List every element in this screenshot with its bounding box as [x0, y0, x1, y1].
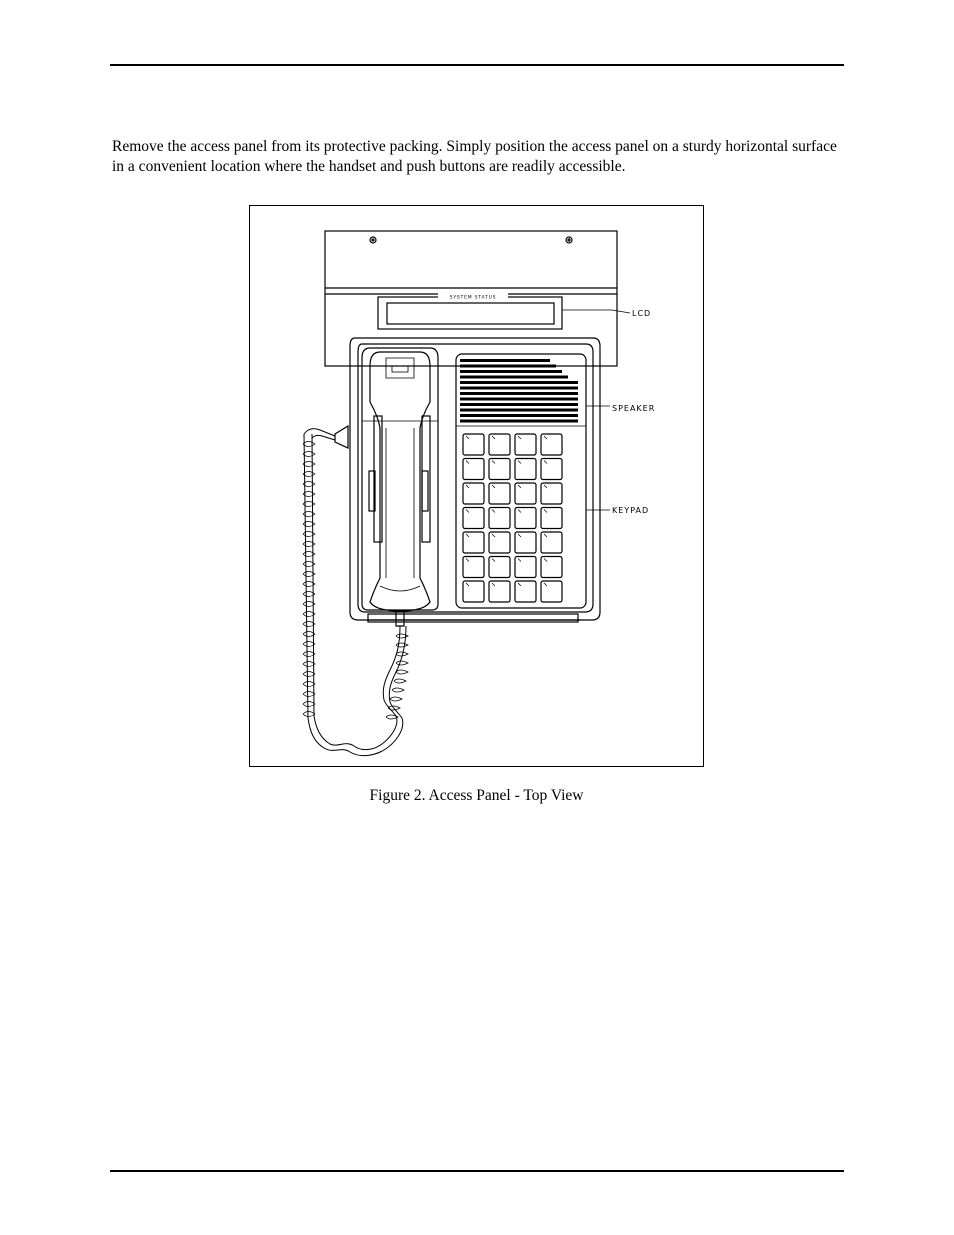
keypad-callout-label: KEYPAD	[612, 506, 650, 515]
keypad-key-mark	[492, 583, 495, 586]
cord-coil-turn	[303, 442, 315, 447]
keypad-key	[489, 532, 510, 553]
keypad-key	[541, 483, 562, 504]
speaker-grille-slot	[460, 403, 578, 406]
keypad-key	[463, 434, 484, 455]
keypad-key-mark	[518, 583, 521, 586]
keypad-key	[541, 557, 562, 578]
keypad-key	[489, 581, 510, 602]
keypad-key-mark	[492, 485, 495, 488]
speaker-grille-slot	[460, 414, 578, 417]
keypad-key	[489, 434, 510, 455]
footer-rule	[110, 1170, 844, 1172]
speaker-grille-slot	[460, 376, 568, 379]
cord-coil-turn	[303, 682, 315, 687]
handset-mouthpiece	[380, 586, 420, 591]
keypad-key	[463, 557, 484, 578]
coiled-cord-turns	[303, 442, 408, 720]
keypad-key	[541, 459, 562, 480]
keypad-key-mark	[544, 436, 547, 439]
keypad-key	[515, 508, 536, 529]
speaker-grille-slot	[460, 409, 578, 412]
cord-coil-turn	[392, 688, 404, 692]
keypad-key	[541, 532, 562, 553]
cord-coil-turn	[396, 643, 408, 647]
keypad-key-mark	[492, 461, 495, 464]
keypad-key-mark	[466, 583, 469, 586]
cord-coil-turn	[303, 452, 315, 457]
keypad-key	[515, 483, 536, 504]
keypad-key-mark	[518, 559, 521, 562]
cord-strain-relief	[396, 611, 404, 626]
speaker-grille-slot	[460, 387, 578, 390]
keypad-key-mark	[466, 510, 469, 513]
lcd-callout-label: LCD	[632, 309, 652, 318]
keypad-key-mark	[466, 534, 469, 537]
cord-coil-turn	[303, 702, 315, 707]
speaker-grille-slot	[460, 370, 562, 373]
base-body-inner	[358, 344, 593, 612]
header-rule	[110, 64, 844, 66]
cradle-right-rail	[422, 416, 430, 542]
keypad-key-mark	[544, 583, 547, 586]
cord-coil-turn	[303, 692, 315, 697]
keypad-key-mark	[544, 559, 547, 562]
keypad-key	[463, 532, 484, 553]
keypad-key	[515, 557, 536, 578]
cord-jack	[335, 426, 348, 448]
figure-access-panel	[249, 205, 704, 767]
hookswitch-right	[422, 471, 428, 511]
speaker-callout-label: SPEAKER	[612, 404, 656, 413]
instruction-paragraph: Remove the access panel from its protective packing. Simply position the access panel on a sturdy horizontal surface in a convenient location where the handset and push buttons are readily accessible.	[112, 138, 837, 175]
keypad-key-mark	[492, 534, 495, 537]
handset-earpiece	[386, 358, 414, 378]
keypad-key	[463, 581, 484, 602]
keypad-key-mark	[544, 534, 547, 537]
keypad-key-mark	[466, 461, 469, 464]
keypad-key	[489, 459, 510, 480]
cord-coil-turn	[390, 697, 402, 701]
access-panel-drawing	[250, 206, 705, 768]
keypad-key	[541, 434, 562, 455]
keypad-key-mark	[518, 436, 521, 439]
keypad-key	[489, 483, 510, 504]
keypad-key-mark	[544, 485, 547, 488]
cord-coil-turn	[396, 670, 408, 674]
cord-coil-turn	[396, 661, 408, 665]
speaker-grille-slot	[460, 398, 578, 401]
keypad-key-mark	[518, 485, 521, 488]
keypad-key	[541, 581, 562, 602]
base-front-lip	[368, 614, 578, 622]
keypad	[463, 434, 562, 602]
keypad-key-mark	[518, 534, 521, 537]
cord-coil-turn	[394, 679, 406, 683]
keypad-key-mark	[466, 485, 469, 488]
keypad-key-mark	[518, 461, 521, 464]
speaker-grille-slot	[460, 365, 556, 368]
speaker-grille-slot	[460, 381, 578, 384]
speaker-grille-slot	[460, 392, 578, 395]
keypad-key	[515, 532, 536, 553]
mounting-screw-icon	[566, 237, 572, 243]
keypad-key	[463, 508, 484, 529]
cord-coil-turn	[303, 712, 315, 717]
handset	[370, 352, 430, 611]
keypad-key-mark	[492, 559, 495, 562]
keypad-key-mark	[492, 436, 495, 439]
speaker-grille	[460, 359, 578, 423]
keypad-key-mark	[466, 436, 469, 439]
keypad-key-mark	[518, 510, 521, 513]
display-heading: SYSTEM STATUS	[449, 295, 497, 301]
keypad-key	[489, 557, 510, 578]
keypad-key	[489, 508, 510, 529]
keypad-key-mark	[544, 461, 547, 464]
keypad-key	[515, 434, 536, 455]
figure-caption: Figure 2. Access Panel - Top View	[369, 787, 584, 804]
speaker-grille-slot	[460, 420, 578, 423]
handset-cradle	[362, 348, 438, 610]
speaker-grille-slot	[460, 359, 550, 362]
keypad-key-mark	[466, 559, 469, 562]
keypad-key	[463, 459, 484, 480]
keypad-key	[541, 508, 562, 529]
keypad-key-mark	[544, 510, 547, 513]
lcd-screen	[387, 303, 554, 324]
keypad-key	[515, 581, 536, 602]
keypad-key-mark	[492, 510, 495, 513]
mounting-screw-icon	[370, 237, 376, 243]
keypad-key	[463, 483, 484, 504]
keypad-key	[515, 459, 536, 480]
